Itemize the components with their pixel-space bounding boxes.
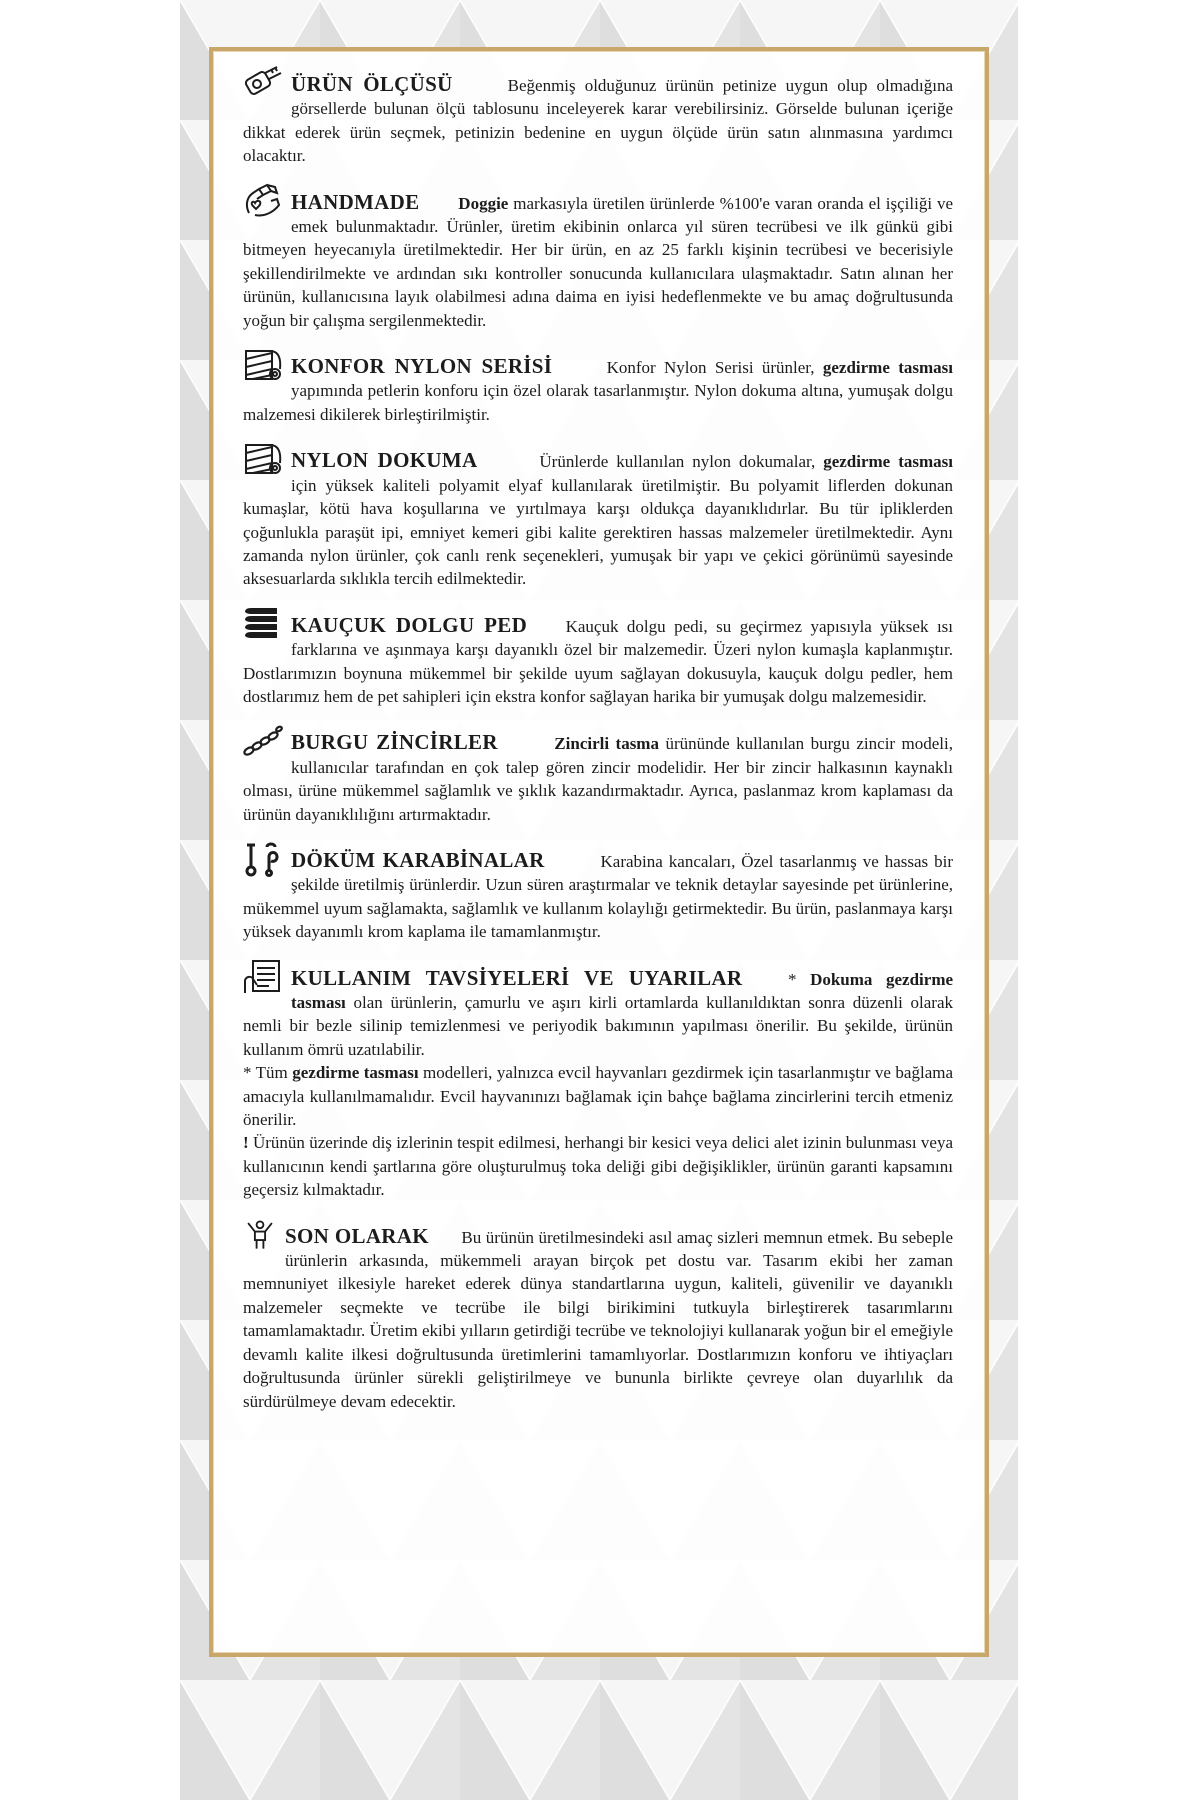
text-urun-olcusu: Beğenmiş olduğunuz ürünün petinize uygun olup olmadığına görsellerde bulunan ölçü tablosunu inceleyerek karar verebilirsiniz. Görselde bulunan içeriğe dikkat ederek ürün seçmek, petinizin bedenine en uygun ölçüde ürün satın alınmasına yardımcı olacaktır.: [243, 76, 954, 166]
section-handmade: [243, 191, 953, 332]
brand-doggie: Doggie: [458, 193, 509, 213]
rubber-pad-stack-icon: [243, 606, 283, 642]
section-konfor-nylon: [243, 355, 953, 426]
text-dokum-karabinalar: Karabina kancaları, Özel tasarlanmış ve hassas bir şekilde üretilmiş ürünlerdir. Uzun süren araştırmalar ve teknik detaylar sayesinde pet ürünlerine, mükemmel uyum sağlamakta, sağlamlık ve kullanım kolaylığı getirmektedir. Bu ürün, paslanmaya karşı yüksek dayanımlı krom kaplama ile tamamlanmıştır.: [243, 851, 954, 942]
text-uyari-3: Ürünün üzerinde diş izlerinin tespit edilmesi, herhangi bir kesici veya delici alet izinin bulunması veya kullanıcının kendi şartlarına göre oluşturulmuş toka deliği gibi değişiklikler, ürünün garanti kapsamını geçersiz kılmaktadır.: [243, 1133, 953, 1200]
heading-son-olarak: SON OLARAK: [285, 1223, 429, 1248]
hands-heart-icon: [243, 183, 283, 219]
bold-uyari-2: gezdirme tasması: [292, 1063, 419, 1083]
section-dokum-karabinalar: [243, 849, 953, 944]
text-nylon-dokuma-1: Ürünlerde kullanılan nylon dokumalar,: [539, 452, 816, 472]
heading-konfor-nylon: KONFOR NYLON SERİSİ: [291, 354, 553, 379]
happy-person-icon: [243, 1217, 277, 1253]
section-burgu-zincirler: [243, 731, 953, 826]
info-card: [209, 47, 989, 1657]
chain-icon: [243, 723, 283, 759]
document-hand-icon: [243, 959, 283, 995]
section-nylon-dokuma: [243, 449, 953, 590]
text-son-olarak: Bu ürünün üretilmesindeki asıl amaç sizleri memnun etmek. Bu sebeple ürünlerin arkasında, mükemmeli arayan birçok pet dostu var. Tasarım ekibi her zaman memnuniyet ilkesiyle hareket ederek dünya standartlarına uygun, kaliteli, güvenilir ve dayanıklı malzemeler seçmekte ve tecrübe ile bilgi birikimini tutkuyla birleştirerek tasarımlarını tamamlamaktadır. Üretim ekibi yılların getirdiği tecrübe ve teknolojiyi kullanarak yoğun bir el emeğiyle devamlı kalite ilkesi doğrultusunda üretimlerini tamamlıyorlar. Dostlarımızın konforu ve ihtiyaçları doğrultusunda ürünler sürekli geliştirilmeye ve bununla birlikte çevreye olan duyarlılık da sürdürülmeye devam edecektir.: [243, 1227, 954, 1411]
heading-handmade: HANDMADE: [291, 189, 420, 214]
text-handmade: markasıyla üretilen ürünlerde %100'e varan oranda el işçiliği ve emek bulunmaktadır. Ürünler, üretim ekibinin onlarca yıl süren tecrübesi ve ilk günkü gibi bitmeyen heyecanıyla üretilmektedir. Her bir ürün, en az 25 farklı kişinin tecrübesi ve becerisiyle şekillendirilmekte ve ardından sıkı kontroller sonucunda kullanıcılara ulaşmaktadır. Satın alınan her ürünün, kullanıcısına layık olabilmesi adına daima en iyisi hedeflenmekte ve bu amaç doğrultusunda yoğun bir çalışma sergilenmektedir.: [243, 193, 953, 330]
heading-kaucuk-dolgu: KAUÇUK DOLGU PED: [291, 612, 528, 637]
section-urun-olcusu: [243, 73, 953, 168]
section-kullanim-uyarilar: [243, 967, 953, 1202]
text-kaucuk-dolgu: Kauçuk dolgu pedi, su geçirmez yapısıyla yüksek ısı farklarına ve aşınmaya karşı dayanıklı özel bir malzemedir. Üzeri nylon kumaşla kaplanmıştır. Dostlarımızın boynuna mükemmel bir şekilde uyum sağlayan dokusuyla, kauçuk dolgu pedler, hem dostlarımız hem de pet sahipleri için ekstra konfor sağlayan harika bir yumuşak dolgu malzemesidir.: [243, 616, 954, 706]
tape-measure-icon: [243, 65, 283, 101]
prefix-uyari-1: *: [787, 969, 797, 989]
text-uyari-1: olan ürünlerin, çamurlu ve aşırı kirli ortamlarda kullanıldıktan sonra düzenli olarak nemli bir bezle silinip temizlenmesi ve periyodik bakımının yapılması önerilir. Bu şekilde, ürünün kullanım ömrü uzatılabilir.: [243, 993, 953, 1059]
text-nylon-dokuma-2: için yüksek kaliteli polyamit elyaf kullanılarak üretilmiştir. Bu polyamit liflerden dokunan kumaşlar, kötü hava koşullarına ve yırtılmaya karşı oldukça dayanıklıdırlar. Bu tür ipliklerden çoğunlukla paraşüt ipi, emniyet kemeri gibi kalite gerektiren hassas malzemeler üretilmektedir. Aynı zamanda nylon ürünler, çok canlı renk seçenekleri, yumuşak bir yapı ve çekici görünümü sayesinde aksesuarlarda sıklıkla tercih edilmektedir.: [243, 475, 953, 589]
text-konfor-nylon-1: Konfor Nylon Serisi ürünler,: [606, 358, 815, 378]
prefix-uyari-2: * Tüm: [243, 1063, 288, 1083]
heading-nylon-dokuma: NYLON DOKUMA: [291, 448, 478, 473]
bold-nylon-dokuma: gezdirme tasması: [823, 452, 953, 472]
heading-urun-olcusu: ÜRÜN ÖLÇÜSÜ: [291, 72, 453, 96]
heading-kullanim-uyarilar: KULLANIM TAVSİYELERİ VE UYARILAR: [291, 965, 743, 990]
prefix-uyari-3: !: [243, 1133, 249, 1153]
bold-zincirli-tasma: Zincirli tasma: [554, 734, 659, 754]
text-uyari-2: modelleri, yalnızca evcil hayvanları gezdirmek için tasarlanmıştır ve bağlama amacıyla kullanılmamalıdır. Evcil hayvanınızı bağlamak için bahçe bağlama zincirlerini tercih etmeniz önerilir.: [243, 1063, 954, 1130]
heading-dokum-karabinalar: DÖKÜM KARABİNALAR: [291, 847, 545, 872]
text-burgu-zincirler: ürününde kullanılan burgu zincir modeli, kullanıcılar tarafından en çok talep gören zincir modelidir. Her bir zincir halkasının kaynaklı olması, ürüne mükemmel sağlamlık ve şıklık kazandırmaktadır. Ayrıca, paslanmaz krom kaplaması da ürünün dayanıklılığını artırmaktadır.: [243, 734, 954, 824]
section-son-olarak: [243, 1225, 953, 1413]
fabric-roll-icon: [243, 441, 283, 477]
section-kaucuk-dolgu: [243, 614, 953, 709]
bold-uyari-1: Dokuma gezdirme tasması: [291, 969, 954, 1012]
fabric-roll-icon: [243, 347, 283, 383]
text-konfor-nylon-2: yapımında petlerin konforu için özel olarak tasarlanmıştır. Nylon dokuma altına, yumuşak dolgu malzemesi dikilerek birleştirilmiştir.: [243, 381, 953, 424]
carabiner-hooks-icon: [243, 841, 283, 877]
heading-burgu-zincirler: BURGU ZİNCİRLER: [291, 730, 498, 755]
bold-konfor-nylon: gezdirme tasması: [822, 358, 953, 378]
